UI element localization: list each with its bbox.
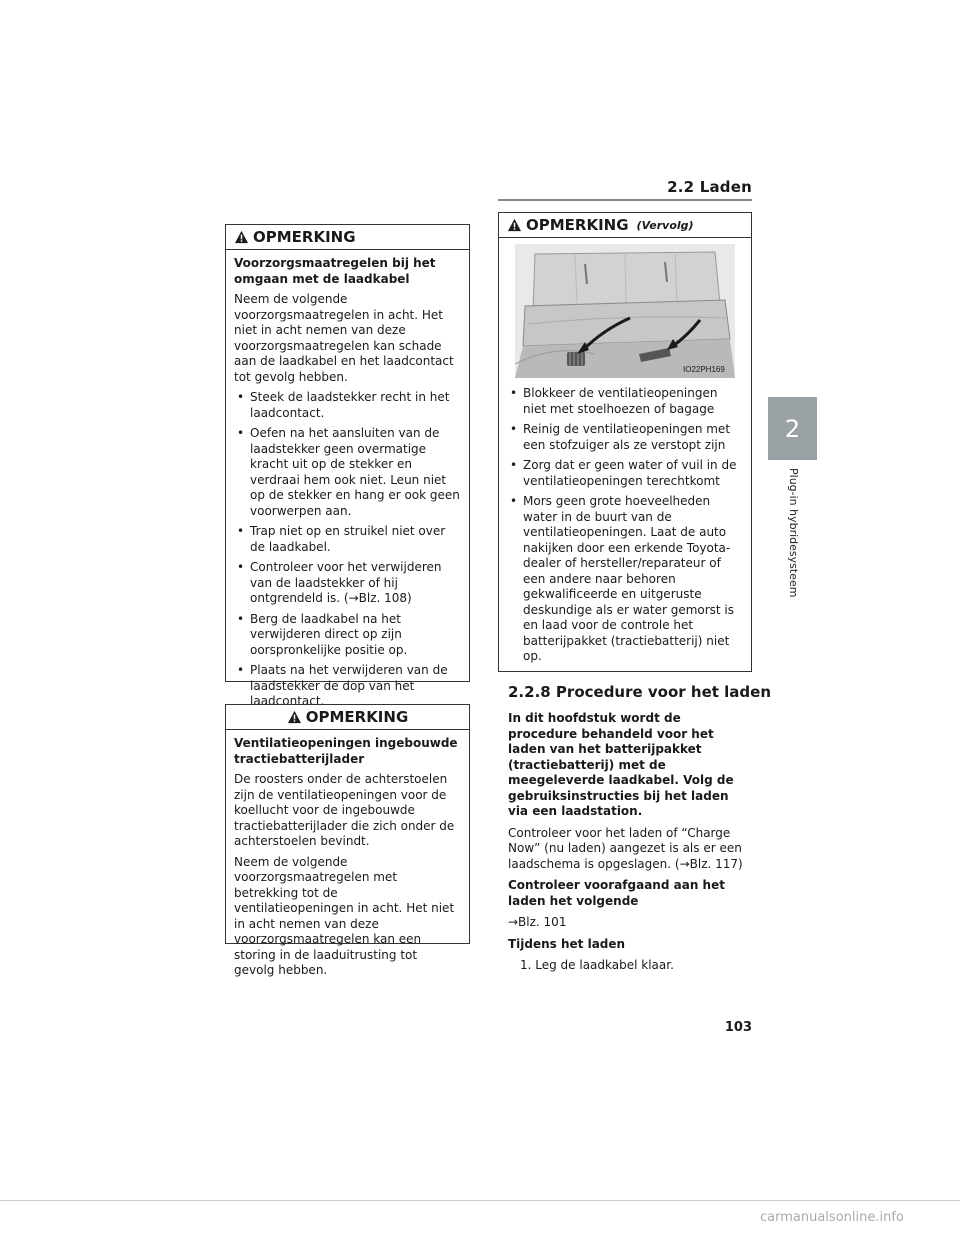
warning-icon	[507, 218, 522, 232]
section-body	[508, 711, 744, 980]
notice-title: OPMERKING	[305, 708, 409, 726]
notice-intro: Neem de volgende voorzorgsmaatregelen in acht. Het niet in acht nemen van deze voorzorgsmaatregelen kan schade aan de laadkabel en het laadcontact tot gevolg hebben.	[234, 292, 454, 384]
ventilation-list	[507, 386, 743, 665]
notice-header	[226, 225, 469, 250]
list-item: • Oefen na het aansluiten van de laadstekker geen overmatige kracht uit op de stekker en verdraai hem ook niet. Leun niet op de stekker en hang er ook geen voorwerpen aan.	[234, 426, 461, 519]
notice-box-ventilation	[225, 704, 470, 977]
step-item: 1. Leg de laadkabel klaar.	[520, 958, 674, 972]
notice-paragraph: Neem de volgende voorzorgsmaatregelen met betrekking tot de ventilatieopeningen in acht. Het niet in acht nemen van deze voorzorgsmaatregelen kan een storing in de laaduitrusting tot gevolg hebben.	[234, 854, 455, 977]
rear-seat-vent-illustration	[515, 244, 735, 378]
notice-title: OPMERKING	[253, 228, 356, 246]
header-rule	[498, 199, 752, 201]
list-item: • Steek de laadstekker recht in het laadcontact.	[234, 390, 461, 421]
list-item: • Plaats na het verwijderen van de laadstekker de dop van het laadcontact.	[234, 663, 461, 710]
notice-title: OPMERKING	[526, 216, 629, 234]
warning-icon	[287, 710, 302, 724]
notice-subtitle: Voorzorgsmaatregelen bij het omgaan met de laadkabel	[234, 256, 436, 286]
warning-icon	[234, 230, 249, 244]
list-item: • Zorg dat er geen water of vuil in de ventilatieopeningen terechtkomt	[507, 458, 743, 489]
list-item: • Controleer voor het verwijderen van de laadstekker of hij ontgrendeld is. (→Blz. 108)	[234, 560, 461, 607]
page-number: 103	[724, 1020, 752, 1035]
notice-header	[499, 213, 751, 238]
list-item: • Reinig de ventilatieopeningen met een stofzuiger als ze verstopt zijn	[507, 422, 743, 453]
notice-subtitle: Ventilatieopeningen ingebouwde tractiebatterijlader	[234, 736, 458, 766]
notice-header	[226, 705, 469, 730]
subheading-before-charging: Controleer voorafgaand aan het laden het volgende	[508, 878, 725, 908]
chapter-tab[interactable]	[768, 397, 817, 460]
section-lead: In dit hoofdstuk wordt de procedure behandeld voor het laden van het batterijpakket (tractiebatterij) met de meegeleverde laadkabel. Volg de gebruiksinstructies bij het laden via een laadstation.	[508, 711, 734, 818]
section-paragraph: Controleer voor het laden of “Charge Now” (nu laden) aangezet is als er een laadschema is opgeslagen. (→Blz. 117)	[508, 825, 743, 871]
list-item: • Trap niet op en struikel niet over de laadkabel.	[234, 524, 461, 555]
section-heading: 2.2.8 Procedure voor het laden	[508, 683, 772, 701]
list-item: • Mors geen grote hoeveelheden water in de buurt van de ventilatieopeningen. Laat de auto nakijken door een erkende Toyota-dealer of hersteller/reparateur of een andere naar behoren gekwalificeerde en uitgeruste deskundige als er water gemorst is en laad voor de controle het batterijpakket (tractiebatterij) niet op.	[507, 494, 743, 665]
chapter-label: Plug-in hybridesysteem	[787, 468, 800, 598]
list-item: • Blokkeer de ventilatieopeningen niet met stoelhoezen of bagage	[507, 386, 743, 417]
chapter-number: 2	[784, 414, 801, 443]
subheading-during-charging: Tijdens het laden	[508, 936, 626, 951]
notice-paragraph: De roosters onder de achterstoelen zijn de ventilatieopeningen voor de koellucht voor de ingebouwde tractiebatterijlader die zich onder de achterstoelen bevindt.	[234, 772, 455, 848]
section-header-title: 2.2 Laden	[667, 178, 752, 196]
notice-box-continued	[498, 212, 752, 672]
watermark: carmanualsonline.info	[760, 1210, 904, 1225]
page-reference-link[interactable]: →Blz. 101	[508, 915, 567, 929]
precaution-list	[234, 390, 461, 710]
notice-continued: (Vervolg)	[636, 218, 694, 232]
footer-rule	[0, 1200, 960, 1201]
list-item: • Berg de laadkabel na het verwijderen direct op zijn oorspronkelijke positie op.	[234, 612, 461, 659]
image-code: IO22PH169	[683, 365, 725, 374]
notice-box-cable	[225, 224, 470, 708]
